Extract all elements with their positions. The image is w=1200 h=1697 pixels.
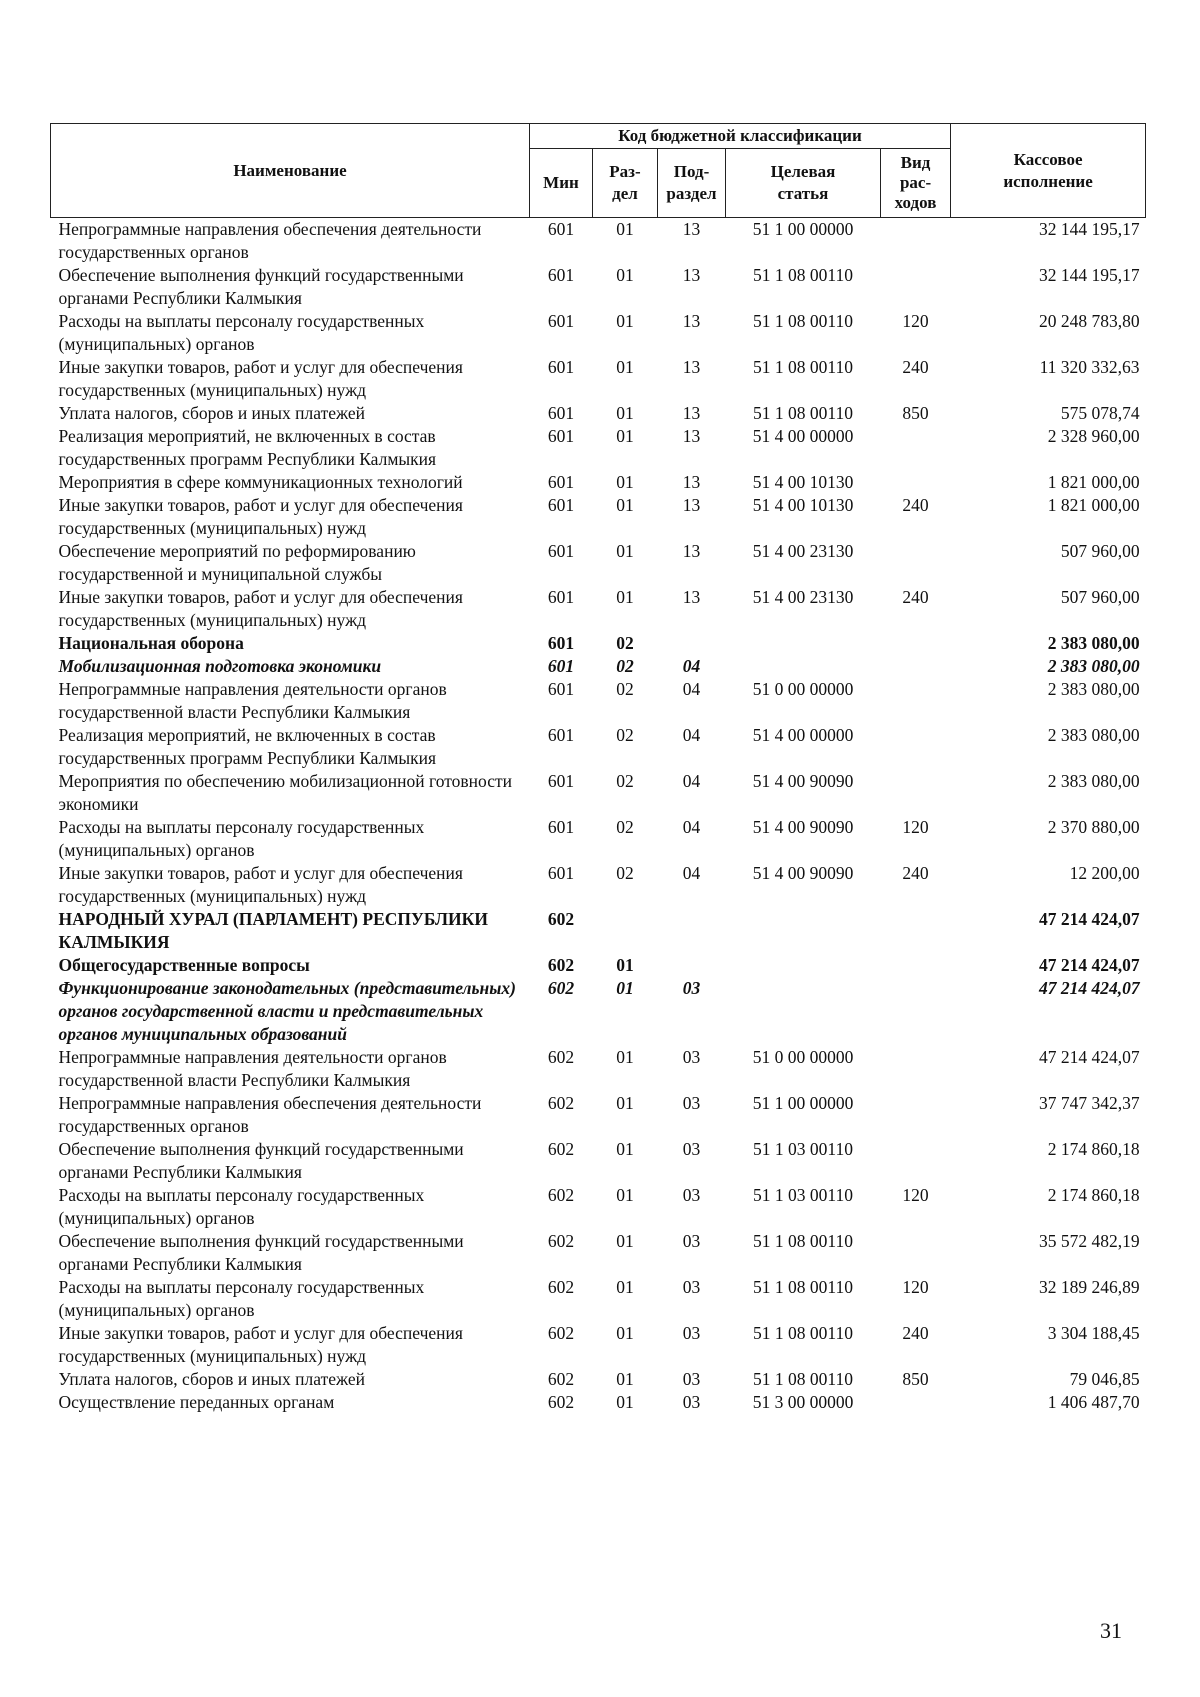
cell-podrazdel: 03 bbox=[682, 1392, 701, 1412]
cell-expense-type: 120 bbox=[902, 817, 929, 837]
cell-cash-execution: 507 960,00 bbox=[1060, 587, 1140, 607]
cell-expense-type bbox=[881, 540, 951, 586]
table-row bbox=[51, 908, 1146, 954]
table-body bbox=[51, 218, 1146, 1415]
cell-cash-execution: 2 370 880,00 bbox=[1047, 817, 1140, 837]
table-header bbox=[51, 124, 1146, 218]
cell-target-article: 51 0 00 00000 bbox=[752, 1047, 854, 1067]
cell-razdel: 01 bbox=[616, 1277, 634, 1297]
cell-cash-execution: 47 214 424,07 bbox=[1038, 955, 1140, 975]
cell-cash-execution: 37 747 342,37 bbox=[1038, 1093, 1140, 1113]
cell-expense-type bbox=[881, 724, 951, 770]
cell-target-article: 51 4 00 10130 bbox=[752, 495, 854, 515]
cell-name: Иные закупки товаров, работ и услуг для обеспечения государственных (муниципальных) нужд bbox=[58, 357, 463, 400]
header-razdel: Раз- дел bbox=[593, 149, 658, 218]
table-row bbox=[51, 678, 1146, 724]
table-row bbox=[51, 655, 1146, 678]
cell-cash-execution: 3 304 188,45 bbox=[1047, 1323, 1140, 1343]
cell-podrazdel: 04 bbox=[682, 863, 701, 883]
cell-podrazdel bbox=[658, 632, 726, 655]
cell-name: Расходы на выплаты персоналу государственных (муниципальных) органов bbox=[58, 1277, 425, 1320]
cell-razdel: 01 bbox=[616, 1392, 634, 1412]
cell-min: 602 bbox=[547, 909, 575, 929]
cell-podrazdel: 13 bbox=[682, 495, 701, 515]
cell-cash-execution: 2 383 080,00 bbox=[1047, 656, 1140, 676]
cell-min: 602 bbox=[547, 1093, 575, 1113]
cell-target-article: 51 1 08 00110 bbox=[753, 1323, 853, 1343]
cell-expense-type bbox=[881, 655, 951, 678]
cell-razdel: 01 bbox=[616, 1185, 634, 1205]
table-row bbox=[51, 954, 1146, 977]
table-row bbox=[51, 356, 1146, 402]
cell-min: 601 bbox=[547, 265, 575, 285]
cell-expense-type bbox=[881, 471, 951, 494]
cell-podrazdel: 13 bbox=[682, 357, 701, 377]
cell-min: 602 bbox=[547, 1185, 575, 1205]
cell-target-article: 51 4 00 23130 bbox=[752, 587, 854, 607]
cell-expense-type bbox=[881, 425, 951, 471]
table-row bbox=[51, 632, 1146, 655]
cell-target-article bbox=[726, 954, 881, 977]
cell-cash-execution: 11 320 332,63 bbox=[1039, 357, 1140, 377]
cell-cash-execution: 2 174 860,18 bbox=[1047, 1139, 1140, 1159]
cell-razdel: 01 bbox=[616, 403, 634, 423]
cell-target-article bbox=[726, 655, 881, 678]
cell-cash-execution: 2 174 860,18 bbox=[1047, 1185, 1140, 1205]
cell-name: Непрограммные направления деятельности органов государственной власти Республики Калмыкия bbox=[58, 679, 447, 722]
cell-cash-execution: 2 383 080,00 bbox=[1047, 725, 1140, 745]
cell-min: 601 bbox=[547, 679, 575, 699]
cell-razdel: 02 bbox=[616, 771, 634, 791]
cell-min: 602 bbox=[547, 1392, 575, 1412]
cell-expense-type bbox=[881, 632, 951, 655]
table-row bbox=[51, 425, 1146, 471]
budget-document bbox=[50, 123, 1145, 1414]
cell-razdel: 01 bbox=[616, 219, 634, 239]
cell-podrazdel: 13 bbox=[682, 541, 701, 561]
cell-min: 602 bbox=[547, 978, 575, 998]
cell-min: 601 bbox=[547, 541, 575, 561]
cell-podrazdel: 13 bbox=[682, 311, 701, 331]
cell-target-article: 51 4 00 23130 bbox=[752, 541, 854, 561]
table-row bbox=[51, 770, 1146, 816]
cell-target-article: 51 4 00 10130 bbox=[752, 472, 854, 492]
cell-podrazdel: 13 bbox=[682, 426, 701, 446]
cell-podrazdel: 03 bbox=[682, 978, 701, 998]
cell-min: 601 bbox=[547, 587, 575, 607]
cell-cash-execution: 47 214 424,07 bbox=[1038, 1047, 1140, 1067]
cell-cash-execution: 2 383 080,00 bbox=[1047, 679, 1140, 699]
cell-razdel: 01 bbox=[616, 495, 634, 515]
cell-name: Непрограммные направления деятельности органов государственной власти Республики Калмыкия bbox=[58, 1047, 447, 1090]
cell-razdel: 01 bbox=[616, 1231, 634, 1251]
cell-cash-execution: 1 406 487,70 bbox=[1047, 1392, 1140, 1412]
cell-podrazdel: 03 bbox=[682, 1369, 701, 1389]
cell-min: 601 bbox=[547, 771, 575, 791]
cell-target-article bbox=[726, 632, 881, 655]
cell-razdel: 02 bbox=[616, 863, 634, 883]
cell-podrazdel: 03 bbox=[682, 1139, 701, 1159]
cell-name: Реализация мероприятий, не включенных в состав государственных программ Республики Калмыкия bbox=[58, 725, 437, 768]
header-target-article: Целевая статья bbox=[726, 149, 881, 218]
cell-expense-type bbox=[881, 770, 951, 816]
cell-podrazdel: 04 bbox=[682, 725, 701, 745]
cell-target-article: 51 1 03 00110 bbox=[753, 1185, 853, 1205]
cell-name: Мобилизационная подготовка экономики bbox=[58, 656, 382, 676]
cell-min: 601 bbox=[547, 656, 575, 676]
cell-target-article: 51 4 00 90090 bbox=[752, 817, 854, 837]
cell-min: 601 bbox=[547, 219, 575, 239]
cell-min: 602 bbox=[547, 1277, 575, 1297]
table-row bbox=[51, 1276, 1146, 1322]
table-row bbox=[51, 1092, 1146, 1138]
cell-name: Непрограммные направления обеспечения деятельности государственных органов bbox=[58, 219, 482, 262]
cell-name: Иные закупки товаров, работ и услуг для обеспечения государственных (муниципальных) нужд bbox=[58, 863, 463, 906]
cell-min: 601 bbox=[547, 426, 575, 446]
cell-name: Иные закупки товаров, работ и услуг для обеспечения государственных (муниципальных) нужд bbox=[58, 587, 463, 630]
cell-name: НАРОДНЫЙ ХУРАЛ (ПАРЛАМЕНТ) РЕСПУБЛИКИ КАЛМЫКИЯ bbox=[58, 909, 488, 952]
cell-target-article: 51 3 00 00000 bbox=[752, 1392, 854, 1412]
cell-name: Реализация мероприятий, не включенных в состав государственных программ Республики Калмыкия bbox=[58, 426, 437, 469]
cell-min: 602 bbox=[547, 1323, 575, 1343]
cell-min: 602 bbox=[547, 1139, 575, 1159]
cell-razdel: 01 bbox=[616, 357, 634, 377]
cell-expense-type: 240 bbox=[902, 863, 929, 883]
table-row bbox=[51, 862, 1146, 908]
cell-cash-execution: 32 144 195,17 bbox=[1038, 265, 1140, 285]
header-classification-group: Код бюджетной классификации bbox=[530, 124, 951, 149]
cell-min: 601 bbox=[547, 495, 575, 515]
cell-min: 602 bbox=[547, 1231, 575, 1251]
cell-cash-execution: 20 248 783,80 bbox=[1038, 311, 1140, 331]
cell-expense-type bbox=[881, 678, 951, 724]
cell-razdel: 01 bbox=[616, 472, 634, 492]
cell-expense-type bbox=[881, 1391, 951, 1414]
cell-target-article: 51 1 08 00110 bbox=[753, 1231, 853, 1251]
cell-target-article bbox=[726, 908, 881, 954]
cell-target-article: 51 1 08 00110 bbox=[753, 1369, 853, 1389]
cell-target-article: 51 0 00 00000 bbox=[752, 679, 854, 699]
cell-target-article bbox=[726, 977, 881, 1046]
table-row bbox=[51, 218, 1146, 265]
cell-cash-execution: 507 960,00 bbox=[1060, 541, 1140, 561]
cell-min: 601 bbox=[547, 472, 575, 492]
cell-expense-type: 240 bbox=[902, 587, 929, 607]
budget-table bbox=[50, 123, 1146, 1414]
cell-podrazdel: 13 bbox=[682, 265, 701, 285]
cell-razdel: 01 bbox=[616, 311, 634, 331]
cell-target-article: 51 1 00 00000 bbox=[752, 1093, 854, 1113]
cell-razdel: 01 bbox=[616, 426, 634, 446]
cell-expense-type bbox=[881, 218, 951, 265]
cell-name: Непрограммные направления обеспечения деятельности государственных органов bbox=[58, 1093, 482, 1136]
cell-target-article: 51 4 00 00000 bbox=[752, 725, 854, 745]
cell-name: Расходы на выплаты персоналу государственных (муниципальных) органов bbox=[58, 817, 425, 860]
cell-min: 601 bbox=[547, 357, 575, 377]
table-row bbox=[51, 310, 1146, 356]
cell-name: Расходы на выплаты персоналу государственных (муниципальных) органов bbox=[58, 1185, 425, 1228]
cell-expense-type bbox=[881, 1092, 951, 1138]
cell-razdel: 01 bbox=[616, 955, 634, 975]
cell-target-article: 51 4 00 90090 bbox=[752, 863, 854, 883]
table-row bbox=[51, 1184, 1146, 1230]
cell-podrazdel: 04 bbox=[682, 771, 701, 791]
table-row bbox=[51, 586, 1146, 632]
page-number: 31 bbox=[1100, 1618, 1122, 1643]
cell-razdel: 01 bbox=[616, 1093, 634, 1113]
cell-podrazdel: 03 bbox=[682, 1323, 701, 1343]
cell-name: Национальная оборона bbox=[58, 633, 244, 653]
cell-name: Уплата налогов, сборов и иных платежей bbox=[58, 1369, 365, 1389]
cell-min: 602 bbox=[547, 1047, 575, 1067]
table-row bbox=[51, 1046, 1146, 1092]
table-row bbox=[51, 1391, 1146, 1414]
cell-podrazdel: 04 bbox=[682, 679, 701, 699]
table-row bbox=[51, 724, 1146, 770]
cell-expense-type bbox=[881, 1138, 951, 1184]
cell-razdel bbox=[593, 908, 658, 954]
cell-name: Обеспечение мероприятий по реформированию государственной и муниципальной службы bbox=[58, 541, 416, 584]
cell-expense-type bbox=[881, 264, 951, 310]
cell-razdel: 02 bbox=[616, 633, 634, 653]
cell-cash-execution: 1 821 000,00 bbox=[1047, 495, 1140, 515]
cell-podrazdel: 13 bbox=[682, 472, 701, 492]
cell-podrazdel bbox=[658, 954, 726, 977]
cell-min: 601 bbox=[547, 863, 575, 883]
header-cash-execution: Кассовое исполнение bbox=[951, 124, 1146, 218]
cell-name: Общегосударственные вопросы bbox=[58, 955, 310, 975]
cell-razdel: 01 bbox=[616, 265, 634, 285]
cell-cash-execution: 47 214 424,07 bbox=[1038, 978, 1140, 998]
cell-cash-execution: 2 328 960,00 bbox=[1047, 426, 1140, 446]
table-row bbox=[51, 1230, 1146, 1276]
cell-name: Обеспечение выполнения функций государственными органами Республики Калмыкия bbox=[58, 1139, 464, 1182]
cell-expense-type: 120 bbox=[902, 311, 929, 331]
cell-min: 601 bbox=[547, 633, 575, 653]
cell-razdel: 02 bbox=[616, 725, 634, 745]
cell-name: Мероприятия в сфере коммуникационных технологий bbox=[58, 472, 463, 492]
cell-name: Иные закупки товаров, работ и услуг для обеспечения государственных (муниципальных) нужд bbox=[58, 495, 463, 538]
cell-target-article: 51 1 08 00110 bbox=[753, 311, 853, 331]
cell-razdel: 01 bbox=[616, 978, 634, 998]
cell-podrazdel: 03 bbox=[682, 1047, 701, 1067]
cell-expense-type: 120 bbox=[902, 1185, 929, 1205]
cell-target-article: 51 4 00 90090 bbox=[752, 771, 854, 791]
cell-expense-type bbox=[881, 1046, 951, 1092]
cell-name: Иные закупки товаров, работ и услуг для обеспечения государственных (муниципальных) нужд bbox=[58, 1323, 463, 1366]
cell-razdel: 01 bbox=[616, 1369, 634, 1389]
cell-name: Функционирование законодательных (представительных) органов государственной власти и представительных органов муниципальных образований bbox=[58, 978, 516, 1044]
cell-expense-type: 850 bbox=[902, 1369, 929, 1389]
table-row bbox=[51, 977, 1146, 1046]
table-row bbox=[51, 1322, 1146, 1368]
table-row bbox=[51, 471, 1146, 494]
cell-min: 601 bbox=[547, 725, 575, 745]
cell-cash-execution: 575 078,74 bbox=[1060, 403, 1140, 423]
cell-podrazdel: 04 bbox=[682, 656, 701, 676]
cell-name: Уплата налогов, сборов и иных платежей bbox=[58, 403, 365, 423]
cell-podrazdel: 13 bbox=[682, 587, 701, 607]
cell-name: Расходы на выплаты персоналу государственных (муниципальных) органов bbox=[58, 311, 425, 354]
cell-target-article: 51 1 08 00110 bbox=[753, 403, 853, 423]
table-row bbox=[51, 540, 1146, 586]
cell-cash-execution: 32 189 246,89 bbox=[1038, 1277, 1140, 1297]
cell-razdel: 01 bbox=[616, 1047, 634, 1067]
cell-cash-execution: 2 383 080,00 bbox=[1047, 771, 1140, 791]
cell-expense-type bbox=[881, 977, 951, 1046]
cell-expense-type bbox=[881, 954, 951, 977]
cell-podrazdel: 03 bbox=[682, 1185, 701, 1205]
cell-razdel: 02 bbox=[616, 817, 634, 837]
cell-min: 602 bbox=[547, 1369, 575, 1389]
cell-target-article: 51 1 08 00110 bbox=[753, 357, 853, 377]
cell-razdel: 01 bbox=[616, 1323, 634, 1343]
table-row bbox=[51, 1368, 1146, 1391]
cell-min: 602 bbox=[547, 955, 575, 975]
header-podrazdel: Под- раздел bbox=[658, 149, 726, 218]
header-name: Наименование bbox=[51, 124, 530, 218]
cell-name: Обеспечение выполнения функций государственными органами Республики Калмыкия bbox=[58, 1231, 464, 1274]
cell-razdel: 01 bbox=[616, 1139, 634, 1159]
cell-razdel: 01 bbox=[616, 541, 634, 561]
header-expense-type: Вид рас- ходов bbox=[881, 149, 951, 218]
cell-podrazdel: 03 bbox=[682, 1093, 701, 1113]
table-row bbox=[51, 494, 1146, 540]
cell-cash-execution: 47 214 424,07 bbox=[1038, 909, 1140, 929]
cell-cash-execution: 12 200,00 bbox=[1069, 863, 1140, 883]
cell-expense-type bbox=[881, 1230, 951, 1276]
cell-podrazdel: 03 bbox=[682, 1277, 701, 1297]
table-row bbox=[51, 816, 1146, 862]
cell-expense-type: 120 bbox=[902, 1277, 929, 1297]
cell-cash-execution: 35 572 482,19 bbox=[1038, 1231, 1140, 1251]
table-row bbox=[51, 264, 1146, 310]
cell-razdel: 02 bbox=[616, 656, 634, 676]
cell-min: 601 bbox=[547, 403, 575, 423]
cell-podrazdel bbox=[658, 908, 726, 954]
cell-cash-execution: 79 046,85 bbox=[1069, 1369, 1140, 1389]
cell-target-article: 51 1 08 00110 bbox=[753, 265, 853, 285]
header-min: Мин bbox=[530, 149, 593, 218]
cell-cash-execution: 2 383 080,00 bbox=[1047, 633, 1140, 653]
cell-expense-type bbox=[881, 908, 951, 954]
cell-razdel: 01 bbox=[616, 587, 634, 607]
cell-expense-type: 240 bbox=[902, 495, 929, 515]
cell-cash-execution: 32 144 195,17 bbox=[1038, 219, 1140, 239]
table-row bbox=[51, 402, 1146, 425]
cell-podrazdel: 03 bbox=[682, 1231, 701, 1251]
cell-target-article: 51 1 00 00000 bbox=[752, 219, 854, 239]
cell-name: Осуществление переданных органам bbox=[58, 1392, 335, 1412]
cell-expense-type: 240 bbox=[902, 1323, 929, 1343]
cell-target-article: 51 4 00 00000 bbox=[752, 426, 854, 446]
cell-expense-type: 240 bbox=[902, 357, 929, 377]
cell-podrazdel: 04 bbox=[682, 817, 701, 837]
cell-min: 601 bbox=[547, 311, 575, 331]
cell-razdel: 02 bbox=[616, 679, 634, 699]
cell-expense-type: 850 bbox=[902, 403, 929, 423]
cell-podrazdel: 13 bbox=[682, 219, 701, 239]
cell-cash-execution: 1 821 000,00 bbox=[1047, 472, 1140, 492]
cell-podrazdel: 13 bbox=[682, 403, 701, 423]
cell-target-article: 51 1 03 00110 bbox=[753, 1139, 853, 1159]
cell-name: Обеспечение выполнения функций государственными органами Республики Калмыкия bbox=[58, 265, 464, 308]
table-row bbox=[51, 1138, 1146, 1184]
cell-min: 601 bbox=[547, 817, 575, 837]
cell-name: Мероприятия по обеспечению мобилизационной готовности экономики bbox=[58, 771, 512, 814]
cell-target-article: 51 1 08 00110 bbox=[753, 1277, 853, 1297]
